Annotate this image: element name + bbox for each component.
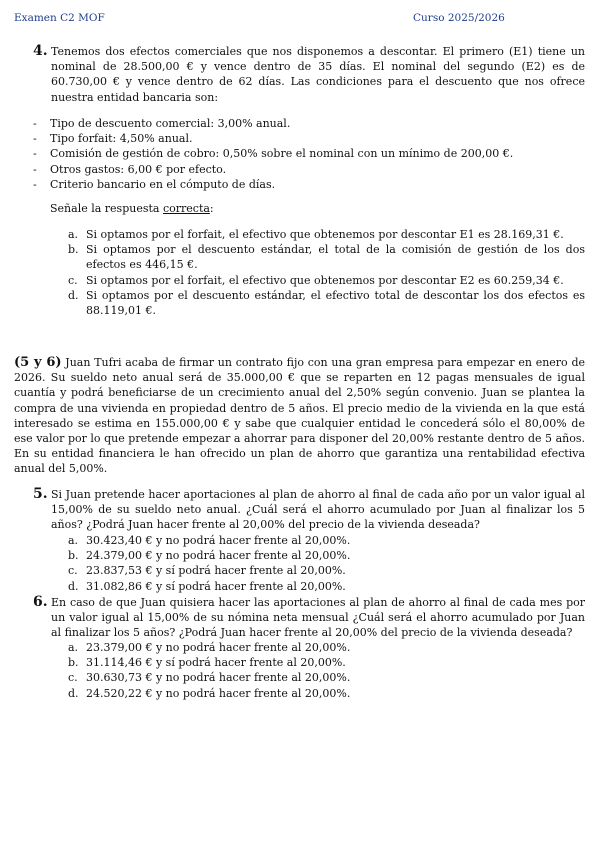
question-6	[33, 595, 585, 641]
instruction	[50, 202, 214, 215]
question-number: 6.	[33, 594, 48, 610]
option-d[interactable]	[68, 579, 585, 594]
option-text: 24.520,22 € y no podrá hacer frente al 20,00%.	[86, 686, 351, 700]
list-item: - Otros gastos: 6,00 € por efecto.	[33, 162, 227, 176]
option-letter: a.	[68, 228, 79, 241]
question-number: 4.	[33, 43, 48, 59]
instruction-suffix: :	[209, 202, 214, 215]
instruction-emphasis: correcta	[162, 202, 210, 215]
option-letter: d.	[68, 686, 79, 700]
question-4-options	[68, 227, 585, 318]
intro-paragraph-5-6	[14, 355, 585, 477]
option-letter: b.	[68, 243, 79, 257]
option-letter: a.	[68, 641, 79, 654]
intro-text: Juan Tufri acaba de firmar un contrato fijo con una gran empresa para empezar en enero de 2026. Su sueldo neto anual será de 35.000,00 € que se reparten en 12 pagas mensuales de igual cuantía y podrá beneficiarse de un crecimiento anual del 2,50% según convenio. Juan se plantea la compra de una vivienda en propiedad dentro de 5 años. El precio medio de la vivienda en la que está interesado se estima en 155.000,00 € y sabe que cualquier entidad le concederá sólo el 80,00% de ese valor por lo que pretende empezar a ahorrar para disponer del 20,00% restante dentro de 5 años. En su entidad financiera le han ofrecido un plan de ahorro que garantiza una rentabilidad efectiva anual del 5,00%.	[14, 356, 585, 476]
question-text: Tenemos dos efectos comerciales que nos disponemos a descontar. El primero (E1) tiene un nominal de 28.500,00 € y vence dentro de 35 días. El nominal del segundo (E2) es de 60.730,00 € y vence dentro de 62 días. Las condiciones para el descuento que nos ofrece nuestra entidad bancaria son:	[51, 45, 585, 104]
option-text: Si optamos por el descuento estándar, el total de la comisión de gestión de los dos efectos es 446,15 €.	[86, 243, 585, 272]
question-5	[33, 487, 585, 533]
question-4	[33, 44, 585, 105]
option-text: 24.379,00 € y no podrá hacer frente al 20,00%.	[86, 549, 351, 563]
option-letter: a.	[68, 534, 79, 547]
instruction-prefix: Señale la respuesta	[50, 202, 163, 215]
option-text: 23.837,53 € y sí podrá hacer frente al 20,00%.	[86, 564, 346, 578]
option-letter: d.	[68, 579, 79, 593]
list-item: - Tipo de descuento comercial: 3,00% anual.	[33, 117, 291, 130]
question-5-options	[68, 533, 585, 594]
option-a[interactable]	[68, 227, 585, 242]
list-item: - Criterio bancario en el cómputo de días.	[33, 177, 276, 191]
intro-lead: (5 y 6)	[14, 355, 62, 370]
option-text: 30.630,73 € y no podrá hacer frente al 20,00%.	[86, 671, 351, 685]
option-text: Si optamos por el forfait, el efectivo que obtenemos por descontar E2 es 60.259,34 €.	[86, 273, 564, 287]
option-letter: b.	[68, 656, 79, 670]
condition-text: Tipo forfait: 4,50% anual.	[50, 132, 193, 146]
list-item: - Tipo forfait: 4,50% anual.	[33, 132, 193, 146]
condition-text: Otros gastos: 6,00 € por efecto.	[50, 162, 227, 176]
option-c[interactable]	[68, 670, 585, 685]
option-b[interactable]	[68, 548, 585, 563]
option-c[interactable]	[68, 273, 585, 288]
condition-text: Criterio bancario en el cómputo de días.	[50, 177, 276, 191]
option-b[interactable]	[68, 242, 585, 272]
option-text: 31.114,46 € y sí podrá hacer frente al 20,00%.	[86, 656, 346, 670]
question-text: Si Juan pretende hacer aportaciones al plan de ahorro al final de cada año por un valor igual al 15,00% de su sueldo neto anual. ¿Cuál será el ahorro acumulado por Juan al finalizar los 5 años? ¿Podrá Juan hacer frente al 20,00% del precio de la vivienda deseada?	[51, 488, 585, 532]
option-text: 31.082,86 € y sí podrá hacer frente al 20,00%.	[86, 579, 346, 593]
conditions-list	[33, 116, 513, 192]
option-letter: d.	[68, 288, 79, 302]
condition-text: Tipo de descuento comercial: 3,00% anual.	[50, 117, 291, 130]
option-text: 23.379,00 € y no podrá hacer frente al 20,00%.	[86, 641, 351, 654]
option-letter: c.	[68, 671, 78, 685]
option-b[interactable]	[68, 655, 585, 670]
list-item: - Comisión de gestión de cobro: 0,50% sobre el nominal con un mínimo de 200,00 €.	[33, 147, 514, 161]
option-letter: c.	[68, 273, 78, 287]
question-text: En caso de que Juan quisiera hacer las aportaciones al plan de ahorro al final de cada mes por un valor igual al 15,00% de su nómina neta mensual ¿Cuál será el ahorro acumulado por Juan al finalizar los 5 años? ¿Podrá Juan hacer frente al 20,00% del precio de la vivienda deseada?	[51, 596, 585, 640]
option-a[interactable]	[68, 640, 585, 655]
option-a[interactable]	[68, 533, 585, 548]
option-text: 30.423,40 € y no podrá hacer frente al 20,00%.	[86, 534, 351, 547]
header-course: Curso 2025/2026	[413, 12, 505, 24]
option-c[interactable]	[68, 563, 585, 578]
option-d[interactable]	[68, 686, 585, 701]
condition-text: Comisión de gestión de cobro: 0,50% sobre el nominal con un mínimo de 200,00 €.	[50, 147, 514, 161]
option-letter: b.	[68, 549, 79, 563]
option-d[interactable]	[68, 288, 585, 318]
option-text: Si optamos por el descuento estándar, el efectivo total de descontar los dos efectos es 88.119,01 €.	[86, 288, 585, 318]
question-6-options	[68, 640, 585, 701]
question-number: 5.	[33, 486, 48, 502]
option-text: Si optamos por el forfait, el efectivo que obtenemos por descontar E1 es 28.169,31 €.	[86, 228, 564, 241]
option-letter: c.	[68, 564, 78, 578]
header-exam-title: Examen C2 MOF	[14, 12, 105, 24]
